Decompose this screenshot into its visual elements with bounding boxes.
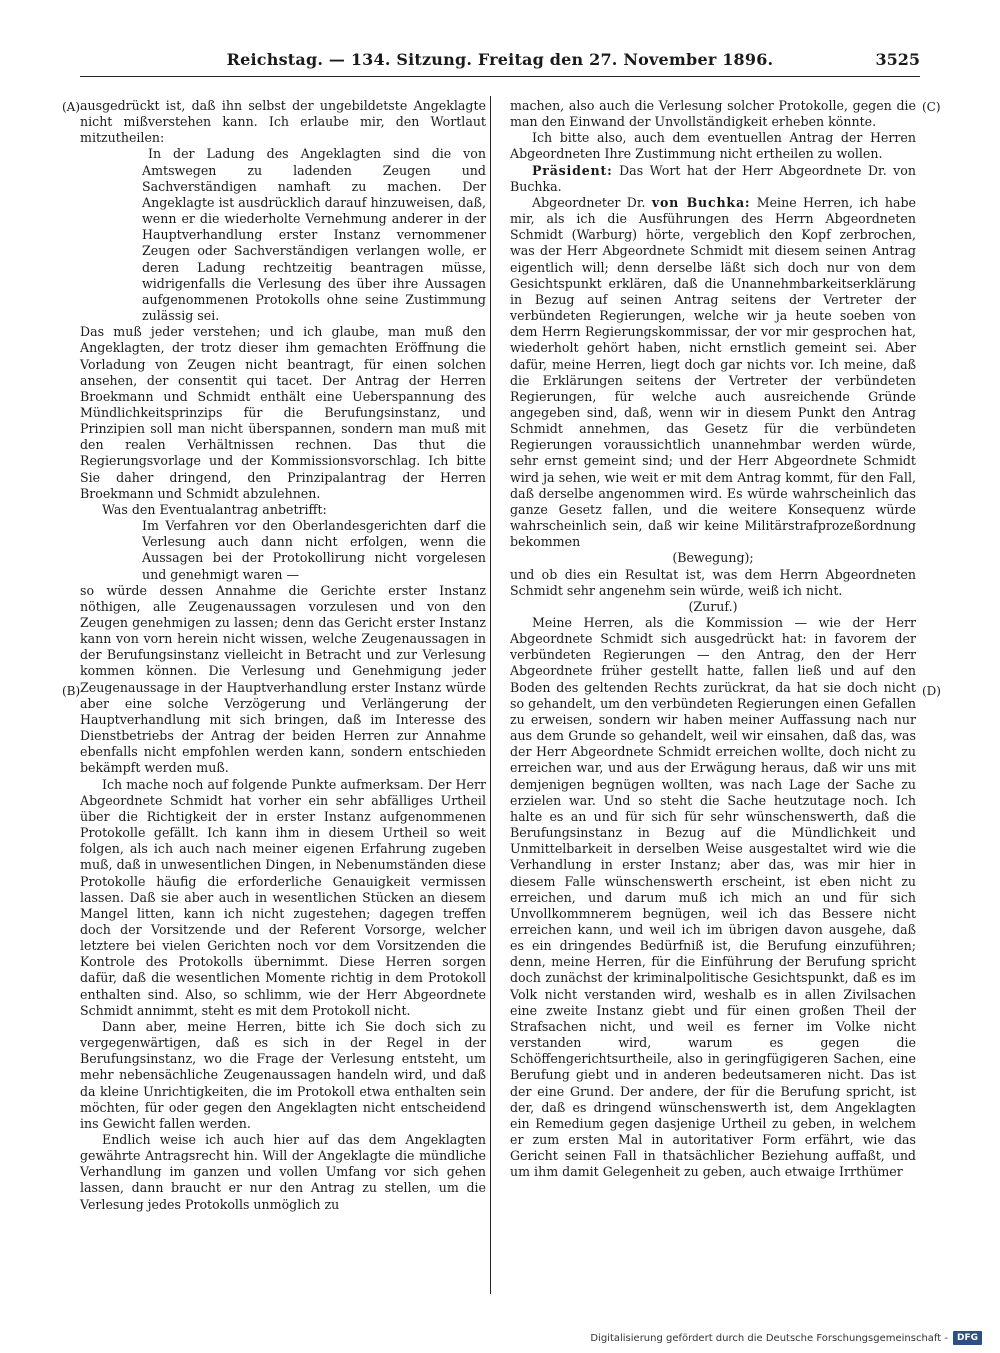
column-divider — [490, 96, 491, 1294]
paragraph: Endlich weise ich auch hier auf das dem Angeklagten gewährte Antragsrecht hin. Will der Angeklagte die mündliche Verhandlung im ganzen und vollen Umfang vor sich gehen lassen, dann braucht er nur den Antrag zu stellen, um die Verlesung jedes Protokolls unmöglich zu — [80, 1132, 486, 1212]
speaker-name: von Buchka: — [651, 194, 751, 210]
margin-marker-a: (A) — [62, 100, 81, 114]
paragraph: Ich mache noch auf folgende Punkte aufmerksam. Der Herr Abgeordnete Schmidt hat vorher ein sehr abfälliges Urtheil über die Richtigkeit der in erster Instanz aufgenommenen Protokolle gefällt. Ich kann ihm in diesem Urtheil so weit folgen, als ich auch nach meiner eigenen Erfahrung zugeben muß, daß in unwesentlichen Dingen, in Nebenumständen diese Protokolle häufig die erforderliche Genauigkeit vermissen lassen. Daß sie aber auch in wesentlichen Stücken an diesem Mangel litten, kann ich nicht zugestehen; dagegen treffen doch der Vorsitzende und der Referent Vorsorge, welcher letztere bei vielen Gerichten noch vor dem Vorsitzenden die Kontrole des Protokolls übernimmt. Diese Herren sorgen dafür, daß die wesentlichen Momente richtig in dem Protokoll enthalten sind. Also, so schlimm, wie der Herr Abgeordnete Schmidt annimmt, steht es mit dem Protokoll nicht. — [80, 776, 486, 1018]
paragraph: Ich bitte also, auch dem eventuellen Antrag der Herren Abgeordneten Ihre Zustimmung nicht ertheilen zu wollen. — [510, 130, 916, 162]
paragraph: ausgedrückt ist, daß ihn selbst der ungebildetste Angeklagte nicht mißverstehen kann. Ich erlaube mir, den Wortlaut mitzutheilen: — [80, 98, 486, 146]
margin-marker-b: (B) — [62, 684, 81, 698]
margin-marker-c: (C) — [922, 100, 941, 114]
page-number: 3525 — [875, 50, 920, 69]
paragraph: so würde dessen Annahme die Gerichte erster Instanz nöthigen, alle Zeugenaussagen vorzulesen und von den Zeugen genehmigen zu lassen; denn das Gericht erster Instanz kann von vorn herein nicht wissen, welche Zeugenaussagen in der Berufungsinstanz vielleicht in Betracht und zur Verlesung kommen können. Die Verlesung und Genehmigung jeder Zeugenaussage in der Hauptverhandlung erster Instanz würde aber eine solche Verzögerung und Verlängerung der Hauptverhandlung mit sich bringen, daß im Interesse des Dienstbetriebs der Antrag der beiden Herren zur Annahme ebenfalls nicht empfohlen werden kann, sondern entschieden bekämpft werden muß. — [80, 582, 486, 776]
speaker-prefix: Abgeordneter Dr. — [532, 194, 652, 210]
interjection: (Zuruf.) — [688, 598, 738, 614]
quoted-paragraph: In der Ladung des Angeklagten sind die von Amtswegen zu ladenden Zeugen und Sachverständigen namhaft zu machen. Der Angeklagte ist ausdrücklich darauf hinzuweisen, daß, wenn er die wiederholte Vernehmung anderer in der Hauptverhandlung erster Instanz vernommener Zeugen oder Sachverständigen verlangen wolle, er deren Ladung rechtzeitig beantragen müsse, widrigenfalls die Verlesung des über ihre Aussagen aufgenommenen Protokolls ohne seine Zustimmung zulässig sei. — [142, 146, 486, 324]
speech-text: Meine Herren, ich habe mir, als ich die Ausführungen des Herrn Abgeordneten Schmidt (Warburg) hörte, vergeblich den Kopf zerbrochen, was der Herr Abgeordnete Schmidt mit diesem seinen Antrag eigentlich will; denn derselbe läßt sich doch nur von dem Gesichtspunkt erklären, daß die Unannehmbarkeitserklärung in Bezug auf seinen Antrag seitens der Vertreter der verbündeten Regierungen, welche wir ja heute soeben von dem Herrn Regierungskommissar, der vor mir gesprochen hat, wiederholt gehört haben, nicht ernstlich gemeint sei. Aber dafür, meine Herren, liegt doch gar nichts vor. Ich meine, daß die Erklärungen seitens der Vertreter der verbündeten Regierungen, für welche auch ausreichende Gründe angegeben sind, daß, wenn wir in diesem Punkt den Antrag Schmidt annehmen, das Gesetz für die verbündeten Regierungen voraussichtlich unannehmbar werden würde, sehr ernst gemeint sind; und der Herr Abgeordnete Schmidt wird ja sehen, wie weit er mit dem Antrag kommt, für den Fall, daß derselbe angenommen wird. Es würde wahrscheinlich das ganze Gesetz fallen, und die weitere Konsequenz würde wahrscheinlich sein, daß wir keine Militärstrafprozeßordnung bekommen — [510, 194, 916, 550]
header-title: Reichstag. — 134. Sitzung. Freitag den 27. November 1896. — [226, 50, 774, 69]
paragraph: und ob dies ein Resultat ist, was dem Herrn Abgeordneten Schmidt sehr angenehm sein würde, weiß ich nicht. — [510, 566, 916, 598]
paragraph: Das muß jeder verstehen; und ich glaube, man muß den Angeklagten, der trotz dieser ihm gemachten Eröffnung die Vorladung von Zeugen nicht beantragt, für einen solchen ansehen, der consentit qui tacet. Der Antrag der Herren Broekmann und Schmidt enthält eine Ueberspannung des Mündlichkeitsprinzips für die Berufungsinstanz, und Prinzipien soll man nicht überspannen, sondern man muß mit den realen Verhältnissen rechnen. Das thut die Regierungsvorlage und der Kommissionsvorschlag. Ich bitte Sie daher dringend, den Prinzipalantrag der Herren Broekmann und Schmidt abzulehnen. — [80, 324, 486, 501]
speaker-paragraph — [510, 195, 916, 550]
speaker-name: Präsident: — [532, 162, 613, 178]
margin-marker-d: (D) — [922, 684, 941, 698]
paragraph: machen, also auch die Verlesung solcher Protokolle, gegen die man den Einwand der Unvollständigkeit erheben könnte. — [510, 98, 916, 130]
dfg-logo: DFG — [953, 1331, 982, 1345]
header-rule — [80, 76, 920, 77]
paragraph: Was den Eventualantrag anbetrifft: — [102, 501, 327, 517]
left-column — [80, 98, 486, 1213]
page-header — [80, 50, 920, 74]
paragraph: Dann aber, meine Herren, bitte ich Sie doch sich zu vergegenwärtigen, daß es sich in der Regel in der Berufungsinstanz, wo die Frage der Verlesung entsteht, um mehr nebensächliche Zeugenaussagen handeln wird, und daß da kleine Unrichtigkeiten, die im Protokoll etwa enthalten sein möchten, für oder gegen den Angeklagten nicht entscheidend ins Gewicht fallen werden. — [80, 1018, 486, 1131]
speaker-paragraph — [510, 163, 916, 195]
right-column — [510, 98, 916, 1180]
quoted-paragraph: Im Verfahren vor den Oberlandesgerichten darf die Verlesung auch dann nicht erfolgen, wenn die Aussagen bei der Protokollirung nicht vorgelesen und genehmigt waren — — [142, 518, 486, 582]
footer-text: Digitalisierung gefördert durch die Deutsche Forschungsgemeinschaft - — [590, 1332, 948, 1344]
footer-credit — [590, 1329, 982, 1347]
speech-text: Das Wort hat der Herr Abgeordnete Dr. von Buchka. — [510, 162, 916, 194]
paragraph: Meine Herren, als die Kommission — wie der Herr Abgeordnete Schmidt sich ausgedrückt hat: in favorem der verbündeten Regierungen — den Antrag, den der Herr Abgeordnete früher gestellt hatte, fallen ließ und auf den Boden des geltenden Rechts zurückrat, da hat sie doch nicht so gehandelt, um den verbündeten Regierungen einen Gefallen zu erweisen, sondern wir haben meiner Auffassung nach nur aus dem Grunde so gehandelt, weil wir einsahen, daß das, was der Herr Abgeordnete Schmidt erreichen wollte, doch nicht zu erreichen war, und aus der Erwägung heraus, daß wir uns mit demjenigen begnügen wollten, was nach Lage der Sache zu erzielen war. Und so steht die Sache heutzutage noch. Ich halte es an und für sich für sehr wünschenswerth, daß die Berufungsinstanz in Bezug auf die Mündlichkeit und Unmittelbarkeit in derselben Weise ausgestaltet wird wie die Verhandlung in erster Instanz; aber das, was mir hier in diesem Falle wünschenswerth erscheint, ist eben nicht zu erreichen, und darum muß ich mich an und für sich Unvollkommnerem begnügen, weil ich das Bessere nicht erreichen kann, und weil ich im übrigen davon ausgehe, daß es ein dringendes Bedürfniß ist, die Berufung einzuführen; denn, meine Herren, für die Einführung der Berufung spricht doch zunächst der kriminalpolitische Gesichtspunkt, daß es im Volk nicht verstanden wird, weshalb es in allen Zivilsachen eine zweite Instanz giebt und für einen großen Theil der Strafsachen nicht, und weil es ferner im Volke nicht verstanden wird, warum es gegen die Schöffengerichtsurtheile, also in geringfügigeren Sachen, eine Berufung giebt und in anderen bedeutsameren nicht. Das ist der eine Grund. Der andere, der für die Berufung spricht, ist der, daß es dringend wünschenswerth ist, dem Angeklagten ein Remedium gegen dasjenige Urtheil zu geben, in welchem er zum ersten Mal in autoritativer Form erfährt, wie das Gericht seinen Fall in thatsächlicher Beziehung auffaßt, und um ihm damit Gelegenheit zu geben, auch etwaige Irrthümer — [510, 615, 916, 1180]
interjection: (Bewegung); — [672, 550, 754, 566]
